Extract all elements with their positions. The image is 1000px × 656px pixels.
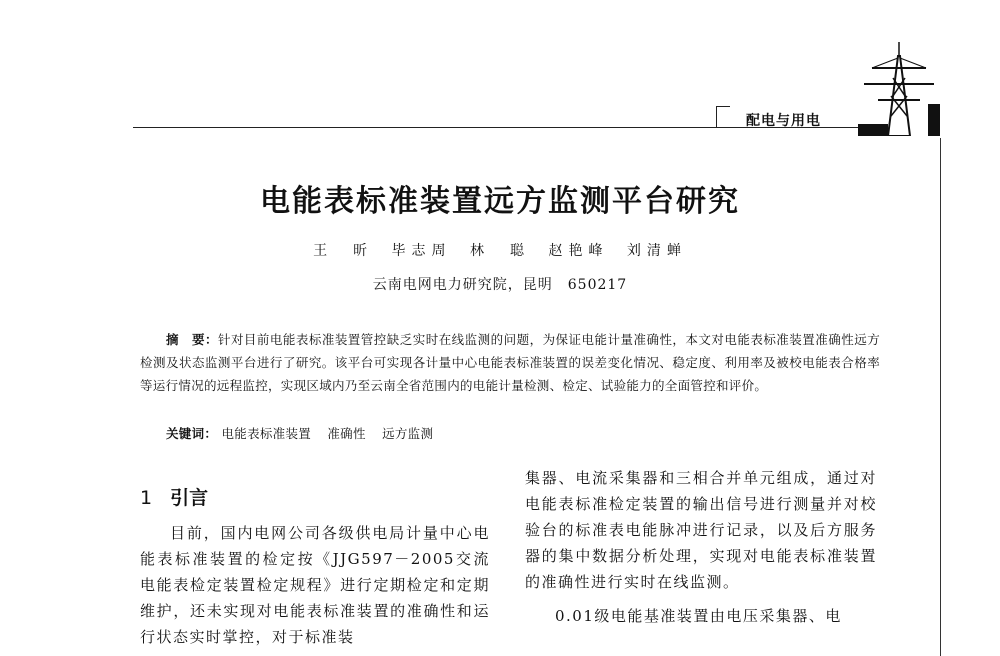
section-tag: 配电与用电 [746, 113, 821, 129]
transmission-tower-icon [858, 36, 940, 136]
keyword: 准确性 [327, 426, 366, 441]
header-bracket-top [716, 106, 730, 107]
author-name: 赵艳峰 [548, 243, 609, 259]
affiliation: 云南电网电力研究院，昆明 650217 [372, 277, 628, 293]
paper-title: 电能表标准装置远方监测平台研究 [260, 184, 740, 219]
left-column-paragraph: 目前，国内电网公司各级供电局计量中心电能表标准装置的检定按《JJG597－2005交流电能表检定装置检定规程》进行定期检定和定期维护，还未实现对电能表标准装置的准确性和运行状态实时掌控，对于标准装 [140, 524, 490, 646]
section-heading [140, 483, 208, 510]
abstract-text: 针对目前电能表标准装置管控缺乏实时在线监测的问题，为保证电能计量准确性，本文对电能表标准装置准确性远方检测及状态监测平台进行了研究。该平台可实现各计量中心电能表标准装置的误差变化情况、稳定度、利用率及被校电能表合格率等运行情况的远程监控，实现区域内乃至云南全省范围内的电能计量检测、检定、试验能力的全面管控和评价。 [140, 332, 880, 393]
section-title: 引言 [170, 487, 209, 509]
abstract [140, 328, 880, 397]
header-bracket [716, 106, 717, 128]
abstract-label: 摘 要： [166, 332, 218, 347]
author-name: 王 昕 [313, 243, 374, 259]
author-name: 毕志周 [391, 243, 452, 259]
author-name: 林 聪 [470, 243, 530, 259]
section-number: 1 [140, 487, 153, 509]
keywords-label: 关键词： [166, 426, 218, 441]
keyword: 电能表标准装置 [221, 426, 312, 441]
keyword: 远方监测 [382, 426, 434, 441]
keywords [166, 424, 445, 442]
right-column-paragraph: 0.01级电能基准装置由电压采集器、电 [555, 607, 842, 625]
right-column-paragraph: 集器、电流采集器和三相合并单元组成，通过对电能表标准检定装置的输出信号进行测量并对校验台的标准表电能脉冲进行记录，以及后方服务器的集中数据分析处理，实现对电能表标准装置的准确性进行实时在线监测。 [525, 469, 877, 591]
author-list [0, 240, 1000, 260]
right-column [525, 465, 877, 629]
author-name: 刘清蝉 [626, 243, 687, 259]
